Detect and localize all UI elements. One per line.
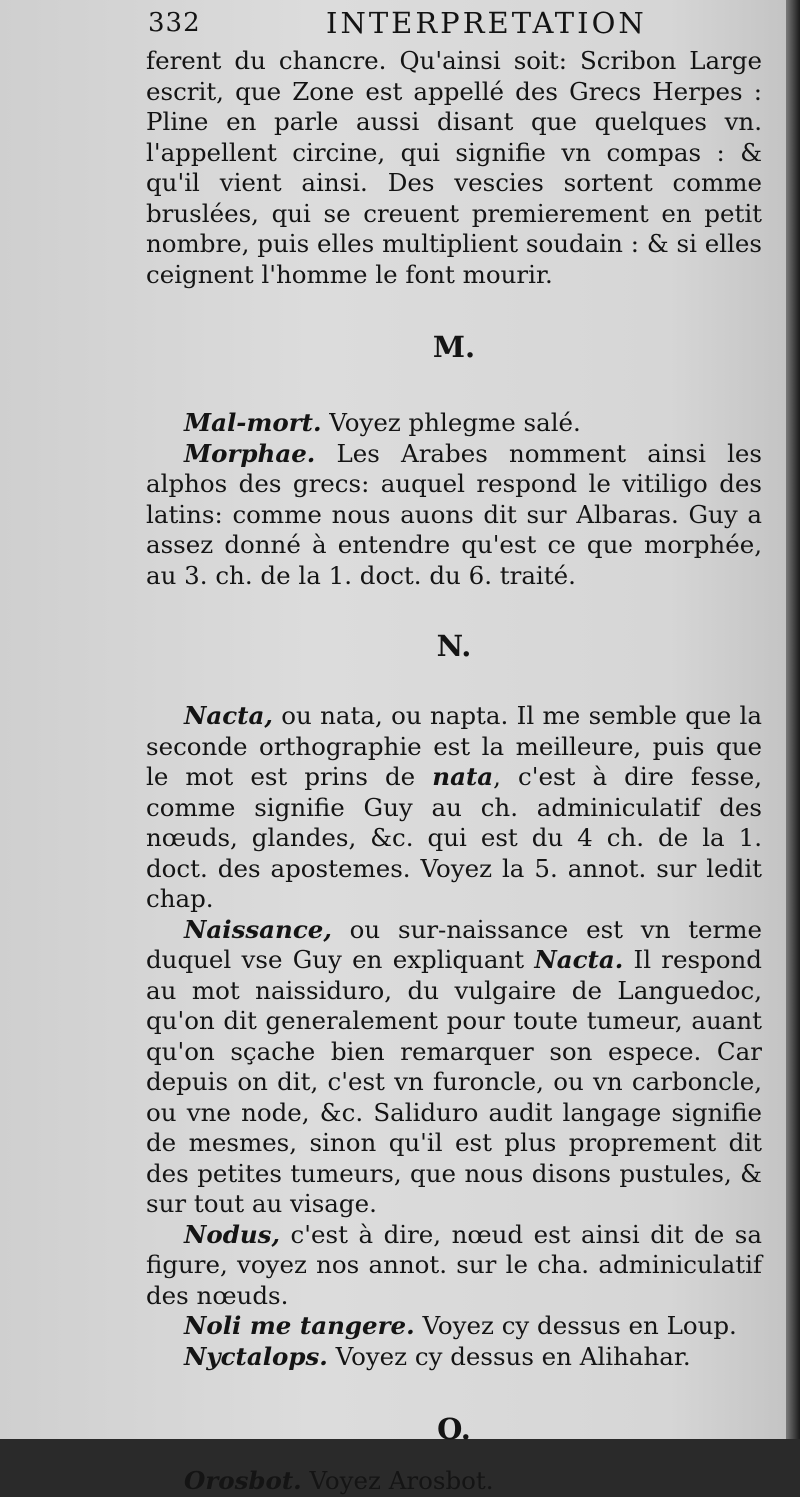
- entry-term: Nyctalops.: [184, 1341, 328, 1371]
- section-letter-m: M.: [432, 330, 476, 364]
- paragraph-continuation: ferent du chancre. Qu'ainsi soit: Scribon Large escrit, que Zone est appellé des Grecs Herpes : Pline en parle aussi disant que quelques vn. l'appellent circine, qui signifie vn compas : & qu'il vient ainsi. Des vescies sortent comme bruslées, qui se creuent premierement en petit nombre, puis elles multiplient soudain : & si elles ceignent l'homme le font mourir.: [146, 46, 762, 289]
- entry-text: Il respond au mot naissiduro, du vulgaire de Languedoc, qu'on dit generalement pour toute tumeur, auant qu'on sçache bien remarquer son espece. Car depuis on dit, c'est vn furoncle, ou vn carboncle, ou vne node, &c. Saliduro audit langage signifie de mesmes, sinon qu'il est plus proprement dit des petites tumeurs, que nous disons pustules, & sur tout au visage.: [146, 945, 762, 1218]
- entry-text: c'est à dire, nœud est ainsi dit de sa figure, voyez nos annot. sur le cha. adminiculatif des nœuds.: [146, 1219, 762, 1310]
- entry-morphae: [146, 439, 762, 592]
- section-letter-o: O.: [437, 1412, 471, 1446]
- entry-term-inline: nata: [432, 762, 494, 791]
- entry-text: , c'est à dire fesse, comme signifie Guy au ch. adminiculatif des nœuds, glandes, &c. qui est du 4 ch. de la 1. doct. des apostemes. Voyez la 5. annot. sur ledit chap.: [146, 762, 762, 913]
- entry-text: Voyez Arosbot.: [301, 1466, 494, 1495]
- entry-nacta: [146, 701, 762, 915]
- entry-naissance: [146, 915, 762, 1220]
- entry-term-inline: Nacta.: [534, 945, 624, 974]
- entry-nodus: [146, 1220, 762, 1312]
- entry-term: Nacta,: [184, 701, 273, 730]
- entry-text: Les Arabes nomment ainsi les alphos des grecs: auquel respond le vitiligo des latins: comme nous auons dit sur Albaras. Guy a assez donné à entendre qu'est ce que morphée, au 3. ch. de la 1. doct. du 6. traité.: [146, 438, 762, 590]
- entry-term: Orosbot.: [184, 1466, 302, 1495]
- section-letter-n: N.: [436, 629, 472, 663]
- running-head: [0, 4, 786, 44]
- entry-mal-mort: [146, 408, 762, 439]
- entry-text: ou sur-naissance est vn terme duquel vse Guy en expliquant: [146, 914, 762, 974]
- running-title: INTERPRETATION: [326, 6, 647, 40]
- entry-text: ou nata, ou napta. Il me semble que la seconde orthographie est la meilleure, puis que le mot est prins de: [146, 701, 762, 791]
- page-edge-shadow: [786, 0, 800, 1439]
- entry-text: Voyez cy dessus en Loup.: [414, 1311, 737, 1340]
- entry-term: Nodus,: [184, 1219, 281, 1249]
- entry-text: Voyez phlegme salé.: [321, 408, 581, 437]
- entry-nyctalops: [146, 1342, 762, 1373]
- page-number: 332: [148, 8, 201, 38]
- entry-noli-me-tangere: [146, 1311, 762, 1342]
- page-text: [146, 46, 762, 1497]
- entry-text: Voyez cy dessus en Alihahar.: [327, 1341, 691, 1371]
- entry-term: Noli me tangere.: [184, 1311, 415, 1340]
- entry-term: Morphae.: [184, 438, 316, 468]
- entry-orosbot: [146, 1466, 762, 1497]
- entry-term: Mal-mort.: [184, 408, 322, 437]
- entry-term: Naissance,: [184, 914, 332, 944]
